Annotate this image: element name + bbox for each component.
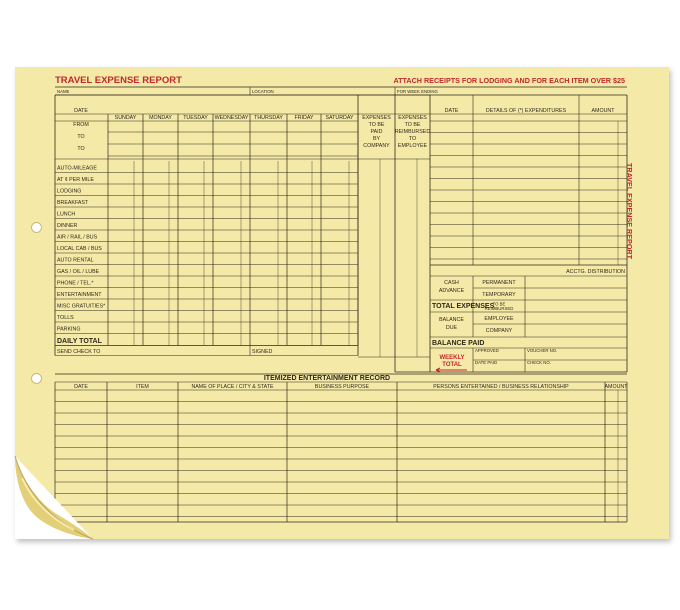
temporary-label: TEMPORARY (482, 292, 516, 298)
expense-row-label: PHONE / TEL.* (57, 280, 94, 287)
day-header-thursday: THURSDAY (254, 115, 283, 121)
entertainment-col-header: DATE (74, 384, 88, 390)
total-expenses-label: TOTAL EXPENSES (432, 303, 495, 310)
approved-label: APPROVED (475, 348, 499, 353)
expense-row-label: MISC GRATUITIES* (57, 303, 106, 310)
details-amount-header: AMOUNT (591, 108, 615, 114)
expense-row-label: LUNCH (57, 211, 76, 218)
travel-expense-form (15, 67, 669, 539)
signed-label: SIGNED (252, 349, 273, 355)
week-ending-label: FOR WEEK ENDING (397, 89, 438, 94)
balance-due-label: BALANCE (439, 317, 464, 323)
expense-row-label: AUTO RENTAL (57, 257, 94, 264)
receipts-note: ATTACH RECEIPTS FOR LODGING AND FOR EACH ITEM OVER $25 (393, 76, 625, 85)
company-col-label: TO BE (368, 122, 385, 128)
entertainment-col-header: PERSONS ENTERTAINED / BUSINESS RELATIONSHIP (433, 384, 569, 390)
day-header-wednesday: WEDNESDAY (214, 115, 249, 121)
voucher-no-label: VOUCHER NO. (527, 348, 558, 353)
weekly-total-label: WEEKLY (439, 355, 465, 361)
from-label: FROM (73, 122, 89, 128)
details-date-header: DATE (444, 108, 459, 114)
expense-row-label: LOCAL CAB / BUS (57, 246, 102, 252)
weekly-total-label-2: TOTAL (442, 362, 462, 368)
company-col-label: COMPANY (363, 143, 390, 149)
expense-row-label: PARKING (57, 326, 81, 333)
form-title: TRAVEL EXPENSE REPORT (55, 75, 182, 86)
company-label: COMPANY (485, 328, 513, 334)
expense-row-label: ENTERTAINMENT (57, 292, 102, 298)
employee-col-label: REIMBURSED (394, 129, 431, 135)
permanent-label: PERMANENT (482, 280, 516, 286)
acctg-distribution-label: ACCTG. DISTRIBUTION (566, 269, 625, 275)
to-label-2: TO (77, 146, 85, 152)
date-label: DATE (74, 108, 88, 114)
to-be-reimbursed-label: TO BE (492, 301, 506, 307)
entertainment-col-header: ITEM (136, 384, 149, 390)
to-be-reimbursed-label-2: REIMBURSED (484, 306, 514, 311)
send-check-label: SEND CHECK TO (57, 349, 101, 355)
balance-paid-label: BALANCE PAID (432, 340, 485, 347)
company-col-label: EXPENSES (362, 115, 391, 121)
employee-col-label: TO BE (404, 122, 421, 128)
day-header-tuesday: TUESDAY (183, 115, 208, 121)
cash-advance-label: CASH (444, 280, 459, 286)
entertainment-title: ITEMIZED ENTERTAINMENT RECORD (263, 375, 391, 382)
employee-col-label: EXPENSES (398, 115, 427, 121)
day-header-friday: FRIDAY (294, 115, 314, 121)
expense-row-label: AIR / RAIL / BUS (57, 234, 98, 241)
weekly-total-arrow-icon (436, 368, 467, 372)
details-header: DETAILS OF (*) EXPENDITURES (485, 108, 567, 114)
expense-row-label: AT ¢ PER MILE (57, 177, 94, 183)
name-label: NAME (57, 89, 70, 94)
expense-row-label: TOLLS (57, 315, 74, 321)
expense-row-label: BREAKFAST (57, 200, 89, 206)
side-vertical-title: TRAVEL EXPENSE REPORT (625, 163, 634, 259)
form-grid (15, 67, 669, 539)
expense-row-label: AUTO-MILEAGE (57, 165, 97, 172)
expense-row-label: DINNER (57, 223, 78, 229)
expense-row-label: LODGING (57, 188, 82, 195)
employee-col-label: EMPLOYEE (397, 143, 428, 149)
location-label: LOCATION (252, 89, 274, 94)
to-label: TO (77, 134, 85, 140)
entertainment-col-header: AMOUNT (604, 384, 628, 390)
cash-advance-label-2: ADVANCE (438, 288, 465, 294)
day-header-monday: MONDAY (149, 115, 172, 121)
check-no-label: CHECK NO. (527, 360, 551, 365)
balance-due-label-2: DUE (445, 325, 458, 331)
day-header-sunday: SUNDAY (114, 115, 137, 121)
date-paid-label: DATE PAID (475, 360, 498, 365)
day-header-saturday: SATURDAY (325, 115, 354, 121)
employee-col-label: TO (408, 136, 417, 142)
entertainment-col-header: BUSINESS PURPOSE (314, 384, 370, 390)
company-col-label: BY (372, 136, 381, 142)
employee-label: EMPLOYEE (484, 316, 514, 322)
expense-row-label: GAS / OIL / LUBE (57, 269, 100, 275)
company-col-label: PAID (370, 129, 383, 135)
daily-total-label: DAILY TOTAL (57, 338, 102, 345)
entertainment-col-header: NAME OF PLACE / CITY & STATE (191, 384, 274, 390)
